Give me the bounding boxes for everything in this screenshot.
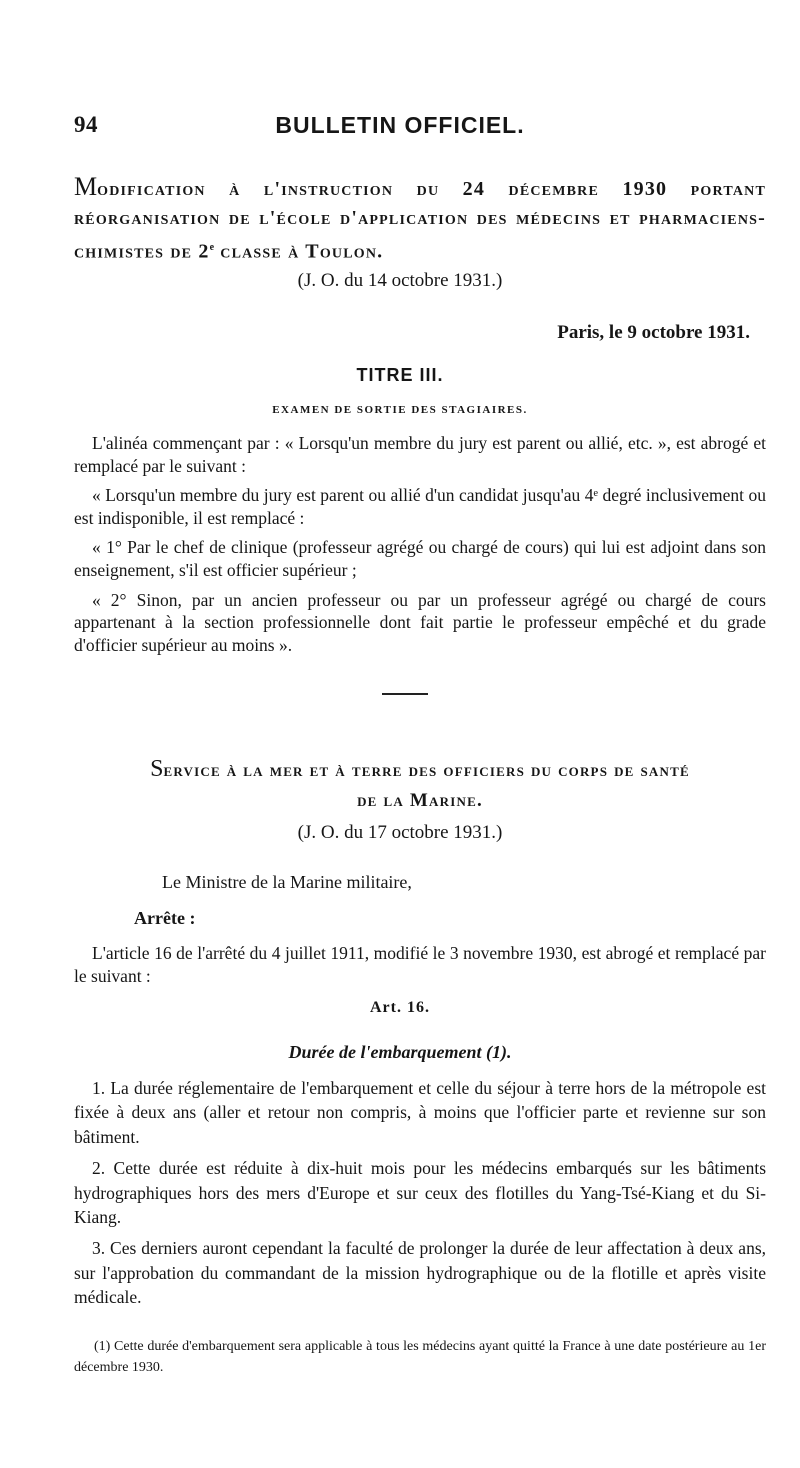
paragraph: « 2° Sinon, par un ancien professeur ou par un professeur agrégé ou chargé de cours appartenant à la section professionnelle dont fait partie le professeur empêché et du grade d'officier supérieur au moins ». xyxy=(74,589,766,655)
section2-heading xyxy=(74,754,766,816)
section1-heading-end: classe à Toulon. xyxy=(214,240,384,263)
section2-heading-line1 xyxy=(74,754,766,786)
page-number: 94 xyxy=(74,112,98,137)
article-intro xyxy=(74,942,766,987)
section2-body xyxy=(74,1076,766,1317)
section2-heading-line2: de la Marine. xyxy=(357,790,483,811)
footnote-text: (1) Cette durée d'embarquement sera applicable à tous les médecins ayant quitté la France à une date postérieure au 1er décembre 1930. xyxy=(74,1339,766,1375)
article-title: Art. 16. xyxy=(370,999,430,1016)
paragraph: « 1° Par le chef de clinique (professeur agrégé ou chargé de cours) qui lui est adjoint dans son enseignement, s'il est officier supérieur ; xyxy=(74,537,766,580)
section1-jo-reference: (J. O. du 14 octobre 1931.) xyxy=(297,270,503,291)
paragraph: L'alinéa commençant par : « Lorsqu'un membre du jury est parent ou allié, etc. », est abrogé et remplacé par le suivant : xyxy=(74,433,766,476)
section1-heading xyxy=(74,172,766,267)
paragraph: « Lorsqu'un membre du jury est parent ou allié d'un candidat jusqu'au 4ᵉ degré inclusivement ou est indisponible, il est remplacé : xyxy=(74,485,766,528)
section1-heading-text: odification à l'instruction du 24 décembre 1930 portant réorganisation de l'école d'application des médecins et pharmaciens-chimistes de 2 xyxy=(74,178,766,263)
section1-body xyxy=(74,432,766,663)
section2-heading-initial: S xyxy=(150,756,164,782)
page-header xyxy=(74,112,726,142)
section2-jo-reference: (J. O. du 17 octobre 1931.) xyxy=(297,822,503,843)
section1-date: Paris, le 9 octobre 1931. xyxy=(557,322,750,343)
paragraph: 1. La durée réglementaire de l'embarquement et celle du séjour à terre hors de la métropole est fixée à deux ans (aller et retour non compris, à moins que l'officier parte et revienne sur son bâtiment. xyxy=(74,1078,766,1147)
arrete-line: Arrête : xyxy=(134,908,196,928)
section2-heading-text: ervice à la mer et à terre des officiers du corps de santé xyxy=(163,760,690,781)
section1-subtitle: EXAMEN DE SORTIE DES STAGIAIRES. xyxy=(272,404,528,416)
section1-heading-initial: M xyxy=(74,172,98,201)
footnote xyxy=(74,1336,766,1378)
paragraph: L'article 16 de l'arrêté du 4 juillet 1911, modifié le 3 novembre 1930, est abrogé et remplacé par le suivant : xyxy=(74,943,766,986)
paragraph: 3. Ces derniers auront cependant la faculté de prolonger la durée de leur affectation à deux ans, sur l'approbation du commandant de la mission hydrographique ou de la flotille et après visite médicale. xyxy=(74,1238,766,1308)
paragraph: 2. Cette durée est réduite à dix-huit mois pour les médecins embarqués sur les bâtiments hydrographiques hors des mers d'Europe et sur ceux des flotilles du Yang-Tsé-Kiang et du Si-Kiang. xyxy=(74,1158,766,1228)
section-separator xyxy=(382,693,428,695)
section1-titre: TITRE III. xyxy=(356,365,444,385)
section1-heading-sup: e xyxy=(209,242,215,253)
minister-line: Le Ministre de la Marine militaire, xyxy=(162,872,412,892)
article-subtitle: Durée de l'embarquement (1). xyxy=(288,1042,512,1062)
running-title: BULLETIN OFFICIEL. xyxy=(275,112,525,138)
